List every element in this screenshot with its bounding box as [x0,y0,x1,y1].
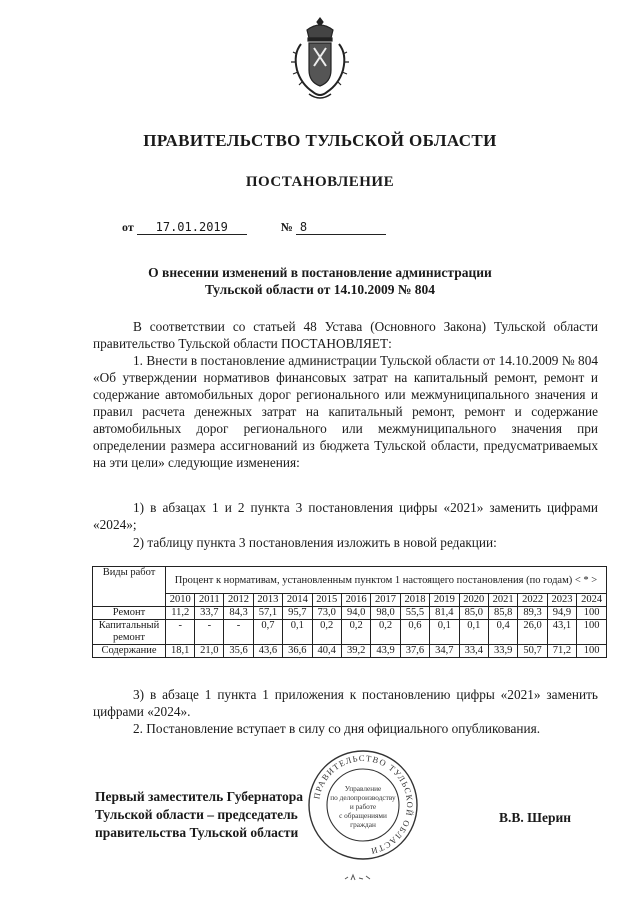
document-type: ПОСТАНОВЛЕНИЕ [245,174,395,190]
table-cell: 18,1 [166,645,195,658]
number-label: № [280,220,293,234]
table-cell: 11,2 [166,607,195,620]
table-cell: 43,6 [253,645,282,658]
group-header: Процент к нормативам, установленным пунктом 1 настоящего постановления (по годам) < * > [166,567,607,594]
table-cell: 0,2 [371,620,400,645]
position-line-1: Первый заместитель Губернатора [95,789,303,804]
rates-table [92,566,607,658]
item-1-paragraph: 1. Внести в постановление администрации Тульской области от 14.10.2009 № 804 «Об утверждении нормативов финансовых затрат на капитальный ремонт, ремонт и содержание автомобильных дорог регионального или межмуниципального значения и правил расчета денежных затрат на капитальный ремонт, ремонт и содержание автомобильных дорог регионального или межмуниципального значения при определении размера ассигнований из бюджета Тульской области, предусматриваемых на эти цели» следующие изменения: [93,353,598,470]
table-cell: 73,0 [312,607,341,620]
table-cell: 100 [577,607,607,620]
table-cell: 98,0 [371,607,400,620]
table-cell: 57,1 [253,607,282,620]
table-row [93,607,607,620]
item-1-1-paragraph: 1) в абзацах 1 и 2 пункта 3 постановления цифры «2021» заменить цифрами «2024»; [93,500,598,532]
table-cell: 0,4 [488,620,517,645]
table-cell: 33,9 [488,645,517,658]
signatory-position [95,788,303,842]
row-label: Содержание [93,645,166,658]
subject-line-1: О внесении изменений в постановление администрации [148,265,492,280]
table-cell: 85,8 [488,607,517,620]
table-cell: 26,0 [518,620,547,645]
table-cell: 0,1 [430,620,459,645]
table-cell: 95,7 [283,607,312,620]
table-cell: 0,6 [400,620,429,645]
table-row [93,620,607,645]
year-header-cell: 2024 [577,594,607,607]
year-header-cell: 2018 [400,594,429,607]
year-header-cell: 2017 [371,594,400,607]
signatory-name: В.В. Шерин [499,810,572,825]
table-cell: 35,6 [224,645,253,658]
year-header-cell: 2023 [547,594,576,607]
item-1-3-paragraph: 3) в абзаце 1 пункта 1 приложения к постановлению цифры «2021» заменить цифрами «2024». [93,687,598,719]
item-1-2-paragraph: 2) таблицу пункта 3 постановления изложить в новой редакции: [133,535,497,550]
table-cell: 0,1 [283,620,312,645]
subject-line-2: Тульской области от 14.10.2009 № 804 [204,282,436,297]
table-cell: 36,6 [283,645,312,658]
year-header-cell: 2016 [341,594,370,607]
table-cell: 0,2 [312,620,341,645]
table-row [93,645,607,658]
row-label: Ремонт [93,607,166,620]
table-cell: 0,1 [459,620,488,645]
stamp-line-4: с обращениями [339,811,387,820]
handwritten-mark-icon [343,870,373,884]
table-cell: 43,1 [547,620,576,645]
document-subject [110,264,530,298]
table-cell: 85,0 [459,607,488,620]
table-cell: - [166,620,195,645]
preamble-paragraph: В соответствии со статьей 48 Устава (Основного Закона) Тульской области правительство Тульской области ПОСТАНОВЛЯЕТ: [93,319,598,351]
year-header-cell: 2014 [283,594,312,607]
stamp-line-2: по делопроизводству [330,793,396,802]
table-cell: 40,4 [312,645,341,658]
table-cell: - [195,620,224,645]
year-header-cell: 2020 [459,594,488,607]
year-header-cell: 2015 [312,594,341,607]
year-header-cell: 2019 [430,594,459,607]
stamp-line-3: и работе [349,802,377,811]
year-header-cell: 2011 [195,594,224,607]
table-cell: 100 [577,645,607,658]
table-cell: 81,4 [430,607,459,620]
date-value: 17.01.2019 [137,220,247,235]
table-cell: 33,4 [459,645,488,658]
official-stamp [306,748,420,862]
table-cell: 0,7 [253,620,282,645]
table-cell: 84,3 [224,607,253,620]
stamp-outer-text: ПРАВИТЕЛЬСТВО ТУЛЬСКОЙ ОБЛАСТИ [311,752,416,857]
table-cell: 94,0 [341,607,370,620]
table-cell: 50,7 [518,645,547,658]
position-line-2: Тульской области – председатель [95,807,298,822]
row-label: Капитальный ремонт [93,620,166,645]
position-line-3: правительства Тульской области [95,825,299,840]
year-header-cell: 2013 [253,594,282,607]
date-number-line [122,220,386,235]
stamp-line-5: граждан [350,820,376,829]
year-row [93,594,607,607]
table-cell: 71,2 [547,645,576,658]
date-label: от [122,220,134,234]
table-cell: 43,9 [371,645,400,658]
table-cell: - [224,620,253,645]
table-cell: 89,3 [518,607,547,620]
year-header-cell: 2021 [488,594,517,607]
table-cell: 21,0 [195,645,224,658]
table-cell: 37,6 [400,645,429,658]
year-header-cell: 2012 [224,594,253,607]
coat-of-arms-icon [287,14,353,106]
year-header-cell: 2010 [166,594,195,607]
table-cell: 100 [577,620,607,645]
year-header-cell: 2022 [518,594,547,607]
item-2-paragraph: 2. Постановление вступает в силу со дня официального опубликования. [133,721,541,736]
table-cell: 0,2 [341,620,370,645]
number-value: 8 [296,220,386,235]
table-cell: 34,7 [430,645,459,658]
table-cell: 55,5 [400,607,429,620]
table-header-row [93,567,607,594]
table-cell: 33,7 [195,607,224,620]
kind-header: Виды работ [93,567,166,607]
table-cell: 39,2 [341,645,370,658]
stamp-line-1: Управление [344,784,382,793]
government-title: ПРАВИТЕЛЬСТВО ТУЛЬСКОЙ ОБЛАСТИ [143,131,497,150]
table-cell: 94,9 [547,607,576,620]
